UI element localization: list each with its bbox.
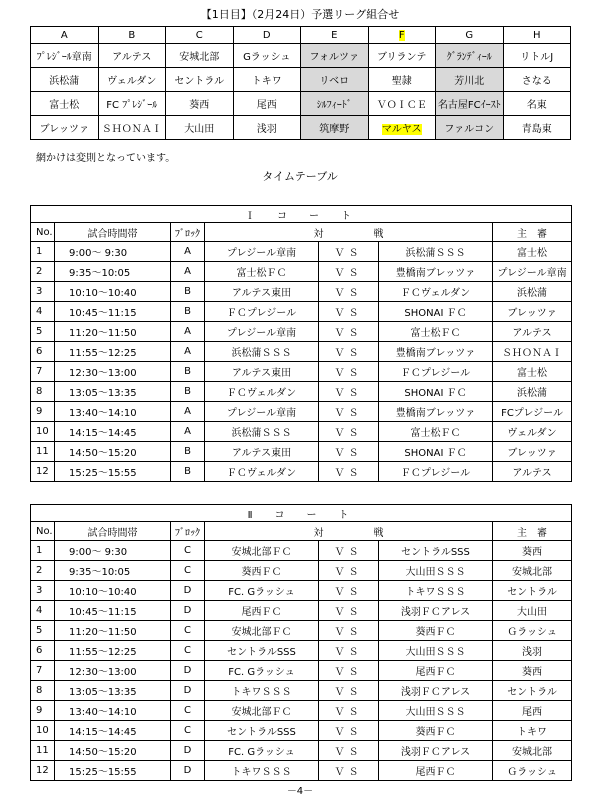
group-team-cell: ヴェルダン <box>98 68 166 92</box>
referee: 葵西 <box>493 541 572 561</box>
group-header: E <box>301 27 369 44</box>
home-team: セントラルSSS <box>205 641 319 661</box>
versus: ＶＳ <box>319 721 379 741</box>
match-row <box>31 402 572 422</box>
group-team-cell: ＶＯＩＣＥ <box>368 92 436 116</box>
referee: ブレッツァ <box>493 442 572 462</box>
referee: ＳＨＯＮＡＩ <box>493 342 572 362</box>
match-no: 7 <box>31 661 55 681</box>
match-block: D <box>171 681 205 701</box>
group-header-row <box>31 27 571 44</box>
versus: ＶＳ <box>319 262 379 282</box>
versus: ＶＳ <box>319 302 379 322</box>
home-team: トキワＳＳＳ <box>205 761 319 781</box>
match-row <box>31 462 572 482</box>
group-team-cell: ｼﾙﾌｨｰﾄﾞ <box>301 92 369 116</box>
match-time: 9:35～10:05 <box>55 262 171 282</box>
home-team: FC. Gラッシュ <box>205 581 319 601</box>
home-team: アルテス東田 <box>205 362 319 382</box>
match-block: D <box>171 761 205 781</box>
group-team-cell: フォルツァ <box>301 44 369 68</box>
header-row <box>31 223 572 242</box>
versus: ＶＳ <box>319 741 379 761</box>
away-team: ＦＣプレジール <box>379 462 493 482</box>
match-block: C <box>171 701 205 721</box>
match-row <box>31 422 572 442</box>
match-block: B <box>171 362 205 382</box>
group-team-cell: ブレッツァ <box>31 116 99 140</box>
court-2-schedule-table <box>30 504 572 781</box>
group-row <box>31 92 571 116</box>
away-team: 尾西ＦＣ <box>379 761 493 781</box>
match-time: 13:05～13:35 <box>55 382 171 402</box>
header-match: 対 戦 <box>205 522 493 541</box>
referee: トキワ <box>493 721 572 741</box>
header-referee: 主 審 <box>493 223 572 242</box>
group-team-cell: ブリランテ <box>368 44 436 68</box>
group-header: H <box>503 27 571 44</box>
away-team: セントラルSSS <box>379 541 493 561</box>
referee: ヴェルダン <box>493 422 572 442</box>
group-team-cell: 安城北部 <box>166 44 234 68</box>
home-team: プレジール章南 <box>205 242 319 262</box>
versus: ＶＳ <box>319 701 379 721</box>
match-no: 6 <box>31 641 55 661</box>
versus: ＶＳ <box>319 382 379 402</box>
versus: ＶＳ <box>319 541 379 561</box>
referee: 富士松 <box>493 242 572 262</box>
header-no: No. <box>31 522 55 541</box>
match-no: 11 <box>31 442 55 462</box>
versus: ＶＳ <box>319 282 379 302</box>
home-team: 尾西ＦＣ <box>205 601 319 621</box>
match-no: 12 <box>31 462 55 482</box>
home-team: 安城北部ＦＣ <box>205 541 319 561</box>
referee: 尾西 <box>493 701 572 721</box>
match-time: 15:25～15:55 <box>55 462 171 482</box>
match-no: 10 <box>31 721 55 741</box>
away-team: SHONAI ＦＣ <box>379 302 493 322</box>
versus: ＶＳ <box>319 761 379 781</box>
referee: 浜松蒲 <box>493 382 572 402</box>
match-block: D <box>171 581 205 601</box>
versus: ＶＳ <box>319 561 379 581</box>
group-header: A <box>31 27 99 44</box>
home-team: セントラルSSS <box>205 721 319 741</box>
match-row <box>31 761 572 781</box>
match-time: 11:20～11:50 <box>55 621 171 641</box>
match-row <box>31 442 572 462</box>
header-no: No. <box>31 223 55 242</box>
page-title: 【1日目】（2月24日）予選リーグ組合せ <box>200 8 400 21</box>
group-row <box>31 116 571 140</box>
header-block: ﾌﾞﾛｯｸ <box>171 522 205 541</box>
match-time: 14:50～15:20 <box>55 741 171 761</box>
match-row <box>31 621 572 641</box>
match-block: C <box>171 721 205 741</box>
match-row <box>31 681 572 701</box>
match-block: C <box>171 561 205 581</box>
match-no: 11 <box>31 741 55 761</box>
match-block: D <box>171 601 205 621</box>
away-team: ＦＣヴェルダン <box>379 282 493 302</box>
league-groups-table <box>30 26 571 140</box>
group-team-cell: 大山田 <box>166 116 234 140</box>
group-team-cell: 筑摩野 <box>301 116 369 140</box>
page-number: －4－ <box>286 786 314 797</box>
match-time: 10:10～10:40 <box>55 282 171 302</box>
match-time: 12:30～13:00 <box>55 362 171 382</box>
referee: ブレッツァ <box>493 302 572 322</box>
group-team-cell: 青島東 <box>503 116 571 140</box>
group-team-cell: ファルコン <box>436 116 504 140</box>
match-row <box>31 661 572 681</box>
referee: セントラル <box>493 581 572 601</box>
group-team-cell: セントラル <box>166 68 234 92</box>
away-team: 葵西ＦＣ <box>379 721 493 741</box>
match-block: B <box>171 282 205 302</box>
away-team: 浅羽ＦＣアレス <box>379 601 493 621</box>
home-team: アルテス東田 <box>205 282 319 302</box>
match-no: 1 <box>31 242 55 262</box>
versus: ＶＳ <box>319 641 379 661</box>
referee: プレジール章南 <box>493 262 572 282</box>
group-header <box>368 27 436 44</box>
group-team-cell: 芳川北 <box>436 68 504 92</box>
versus: ＶＳ <box>319 442 379 462</box>
match-row <box>31 601 572 621</box>
match-no: 12 <box>31 761 55 781</box>
match-block: B <box>171 382 205 402</box>
group-team-cell: リトルJ <box>503 44 571 68</box>
match-time: 11:55～12:25 <box>55 641 171 661</box>
match-time: 14:50～15:20 <box>55 442 171 462</box>
home-team: 葵西ＦＣ <box>205 561 319 581</box>
match-row <box>31 701 572 721</box>
away-team: 葵西ＦＣ <box>379 621 493 641</box>
group-team-cell: 名古屋FCｲｰｽﾄ <box>436 92 504 116</box>
match-block: B <box>171 442 205 462</box>
referee: アルテス <box>493 462 572 482</box>
match-row <box>31 342 572 362</box>
match-row <box>31 302 572 322</box>
match-time: 14:15～14:45 <box>55 422 171 442</box>
match-block: B <box>171 302 205 322</box>
group-team-cell: 富士松 <box>31 92 99 116</box>
away-team: ＦＣプレジール <box>379 362 493 382</box>
match-time: 11:20～11:50 <box>55 322 171 342</box>
versus: ＶＳ <box>319 681 379 701</box>
match-time: 9:35～10:05 <box>55 561 171 581</box>
group-row <box>31 44 571 68</box>
versus: ＶＳ <box>319 581 379 601</box>
away-team: SHONAI ＦＣ <box>379 442 493 462</box>
match-block: A <box>171 262 205 282</box>
group-team-cell: リベロ <box>301 68 369 92</box>
match-row <box>31 561 572 581</box>
referee: 安城北部 <box>493 741 572 761</box>
versus: ＶＳ <box>319 362 379 382</box>
home-team: ＦＣプレジール <box>205 302 319 322</box>
group-team-cell: ｸﾞﾗﾝﾃﾞｨｰﾙ <box>436 44 504 68</box>
away-team: 富士松ＦＣ <box>379 422 493 442</box>
court-1-schedule-table <box>30 205 572 482</box>
header-block: ﾌﾞﾛｯｸ <box>171 223 205 242</box>
home-team: 浜松蒲ＳＳＳ <box>205 422 319 442</box>
match-time: 14:15～14:45 <box>55 721 171 741</box>
away-team: トキワＳＳＳ <box>379 581 493 601</box>
referee: FCプレジール <box>493 402 572 422</box>
versus: ＶＳ <box>319 462 379 482</box>
home-team: プレジール章南 <box>205 322 319 342</box>
match-no: 4 <box>31 601 55 621</box>
versus: ＶＳ <box>319 342 379 362</box>
away-team: 浅羽ＦＣアレス <box>379 741 493 761</box>
home-team: ＦＣヴェルダン <box>205 462 319 482</box>
match-no: 2 <box>31 561 55 581</box>
home-team: 安城北部ＦＣ <box>205 701 319 721</box>
match-time: 11:55～12:25 <box>55 342 171 362</box>
match-no: 6 <box>31 342 55 362</box>
match-row <box>31 721 572 741</box>
group-team-cell: 名東 <box>503 92 571 116</box>
away-team: 大山田ＳＳＳ <box>379 561 493 581</box>
match-time: 12:30～13:00 <box>55 661 171 681</box>
match-row <box>31 242 572 262</box>
group-team-cell: アルテス <box>98 44 166 68</box>
match-row <box>31 641 572 661</box>
away-team: 豊橋南ブレッツァ <box>379 402 493 422</box>
group-team-cell: 尾西 <box>233 92 301 116</box>
match-time: 15:25～15:55 <box>55 761 171 781</box>
group-header: G <box>436 27 504 44</box>
header-row <box>31 522 572 541</box>
referee: 葵西 <box>493 661 572 681</box>
versus: ＶＳ <box>319 601 379 621</box>
match-time: 13:40～14:10 <box>55 701 171 721</box>
court-title: Ⅱ コ ー ト <box>31 505 572 522</box>
match-time: 9:00～ 9:30 <box>55 242 171 262</box>
match-time: 10:10～10:40 <box>55 581 171 601</box>
away-team: 豊橋南ブレッツァ <box>379 342 493 362</box>
home-team: 安城北部ＦＣ <box>205 621 319 641</box>
team-name-highlighted: マルヤス <box>381 124 422 135</box>
match-no: 5 <box>31 322 55 342</box>
referee: 富士松 <box>493 362 572 382</box>
versus: ＶＳ <box>319 621 379 641</box>
home-team: FC. Gラッシュ <box>205 661 319 681</box>
match-time: 10:45～11:15 <box>55 302 171 322</box>
home-team: 富士松ＦＣ <box>205 262 319 282</box>
group-row <box>31 68 571 92</box>
match-no: 10 <box>31 422 55 442</box>
versus: ＶＳ <box>319 402 379 422</box>
header-time: 試合時間帯 <box>55 522 171 541</box>
referee: アルテス <box>493 322 572 342</box>
match-row <box>31 741 572 761</box>
away-team: 大山田ＳＳＳ <box>379 701 493 721</box>
header-time: 試合時間帯 <box>55 223 171 242</box>
home-team: 浜松蒲ＳＳＳ <box>205 342 319 362</box>
match-no: 3 <box>31 581 55 601</box>
match-no: 4 <box>31 302 55 322</box>
referee: Ｇラッシュ <box>493 761 572 781</box>
away-team: 浅羽ＦＣアレス <box>379 681 493 701</box>
away-team: 大山田ＳＳＳ <box>379 641 493 661</box>
match-block: A <box>171 342 205 362</box>
match-block: A <box>171 422 205 442</box>
match-row <box>31 382 572 402</box>
versus: ＶＳ <box>319 242 379 262</box>
match-row <box>31 322 572 342</box>
match-no: 9 <box>31 402 55 422</box>
court-title-row <box>31 206 572 223</box>
court-title-row <box>31 505 572 522</box>
group-header: D <box>233 27 301 44</box>
match-row <box>31 362 572 382</box>
away-team: 豊橋南ブレッツァ <box>379 262 493 282</box>
home-team: FC. Gラッシュ <box>205 741 319 761</box>
match-row <box>31 282 572 302</box>
match-time: 10:45～11:15 <box>55 601 171 621</box>
away-team: 尾西ＦＣ <box>379 661 493 681</box>
group-team-cell: 葵西 <box>166 92 234 116</box>
match-no: 8 <box>31 382 55 402</box>
match-no: 5 <box>31 621 55 641</box>
home-team: トキワＳＳＳ <box>205 681 319 701</box>
match-block: C <box>171 641 205 661</box>
match-block: B <box>171 462 205 482</box>
away-team: SHONAI ＦＣ <box>379 382 493 402</box>
timetable-title: タイムテーブル <box>262 170 338 183</box>
match-no: 9 <box>31 701 55 721</box>
group-team-cell: Gラッシュ <box>233 44 301 68</box>
match-block: C <box>171 621 205 641</box>
match-no: 2 <box>31 262 55 282</box>
header-referee: 主 審 <box>493 522 572 541</box>
group-team-cell: 浜松蒲 <box>31 68 99 92</box>
group-team-cell: ＳＨＯＮＡＩ <box>98 116 166 140</box>
match-row <box>31 541 572 561</box>
match-time: 9:00～ 9:30 <box>55 541 171 561</box>
match-no: 8 <box>31 681 55 701</box>
group-team-cell: トキワ <box>233 68 301 92</box>
versus: ＶＳ <box>319 322 379 342</box>
away-team: 浜松蒲ＳＳＳ <box>379 242 493 262</box>
referee: 安城北部 <box>493 561 572 581</box>
match-block: C <box>171 541 205 561</box>
referee: Ｇラッシュ <box>493 621 572 641</box>
referee: セントラル <box>493 681 572 701</box>
group-team-cell: ﾌﾟﾚｼﾞｰﾙ章南 <box>31 44 99 68</box>
group-team-cell <box>368 116 436 140</box>
match-block: A <box>171 322 205 342</box>
match-time: 13:05～13:35 <box>55 681 171 701</box>
court-title: Ｉ コ ー ト <box>31 206 572 223</box>
referee: 浅羽 <box>493 641 572 661</box>
match-block: D <box>171 661 205 681</box>
shading-note: 網かけは変則となっています。 <box>36 153 176 164</box>
group-header: B <box>98 27 166 44</box>
group-header: C <box>166 27 234 44</box>
home-team: アルテス東田 <box>205 442 319 462</box>
home-team: ＦＣヴェルダン <box>205 382 319 402</box>
match-block: A <box>171 242 205 262</box>
header-match: 対 戦 <box>205 223 493 242</box>
match-row <box>31 262 572 282</box>
match-row <box>31 581 572 601</box>
match-block: A <box>171 402 205 422</box>
group-header-highlighted: F <box>398 29 405 41</box>
match-no: 1 <box>31 541 55 561</box>
versus: ＶＳ <box>319 661 379 681</box>
referee: 浜松蒲 <box>493 282 572 302</box>
match-block: D <box>171 741 205 761</box>
group-team-cell: 浅羽 <box>233 116 301 140</box>
match-no: 7 <box>31 362 55 382</box>
versus: ＶＳ <box>319 422 379 442</box>
home-team: プレジール章南 <box>205 402 319 422</box>
group-team-cell: さなる <box>503 68 571 92</box>
referee: 大山田 <box>493 601 572 621</box>
group-team-cell: FC ﾌﾟﾚｼﾞｰﾙ <box>98 92 166 116</box>
match-time: 13:40～14:10 <box>55 402 171 422</box>
match-no: 3 <box>31 282 55 302</box>
away-team: 富士松ＦＣ <box>379 322 493 342</box>
group-team-cell: 聖隷 <box>368 68 436 92</box>
